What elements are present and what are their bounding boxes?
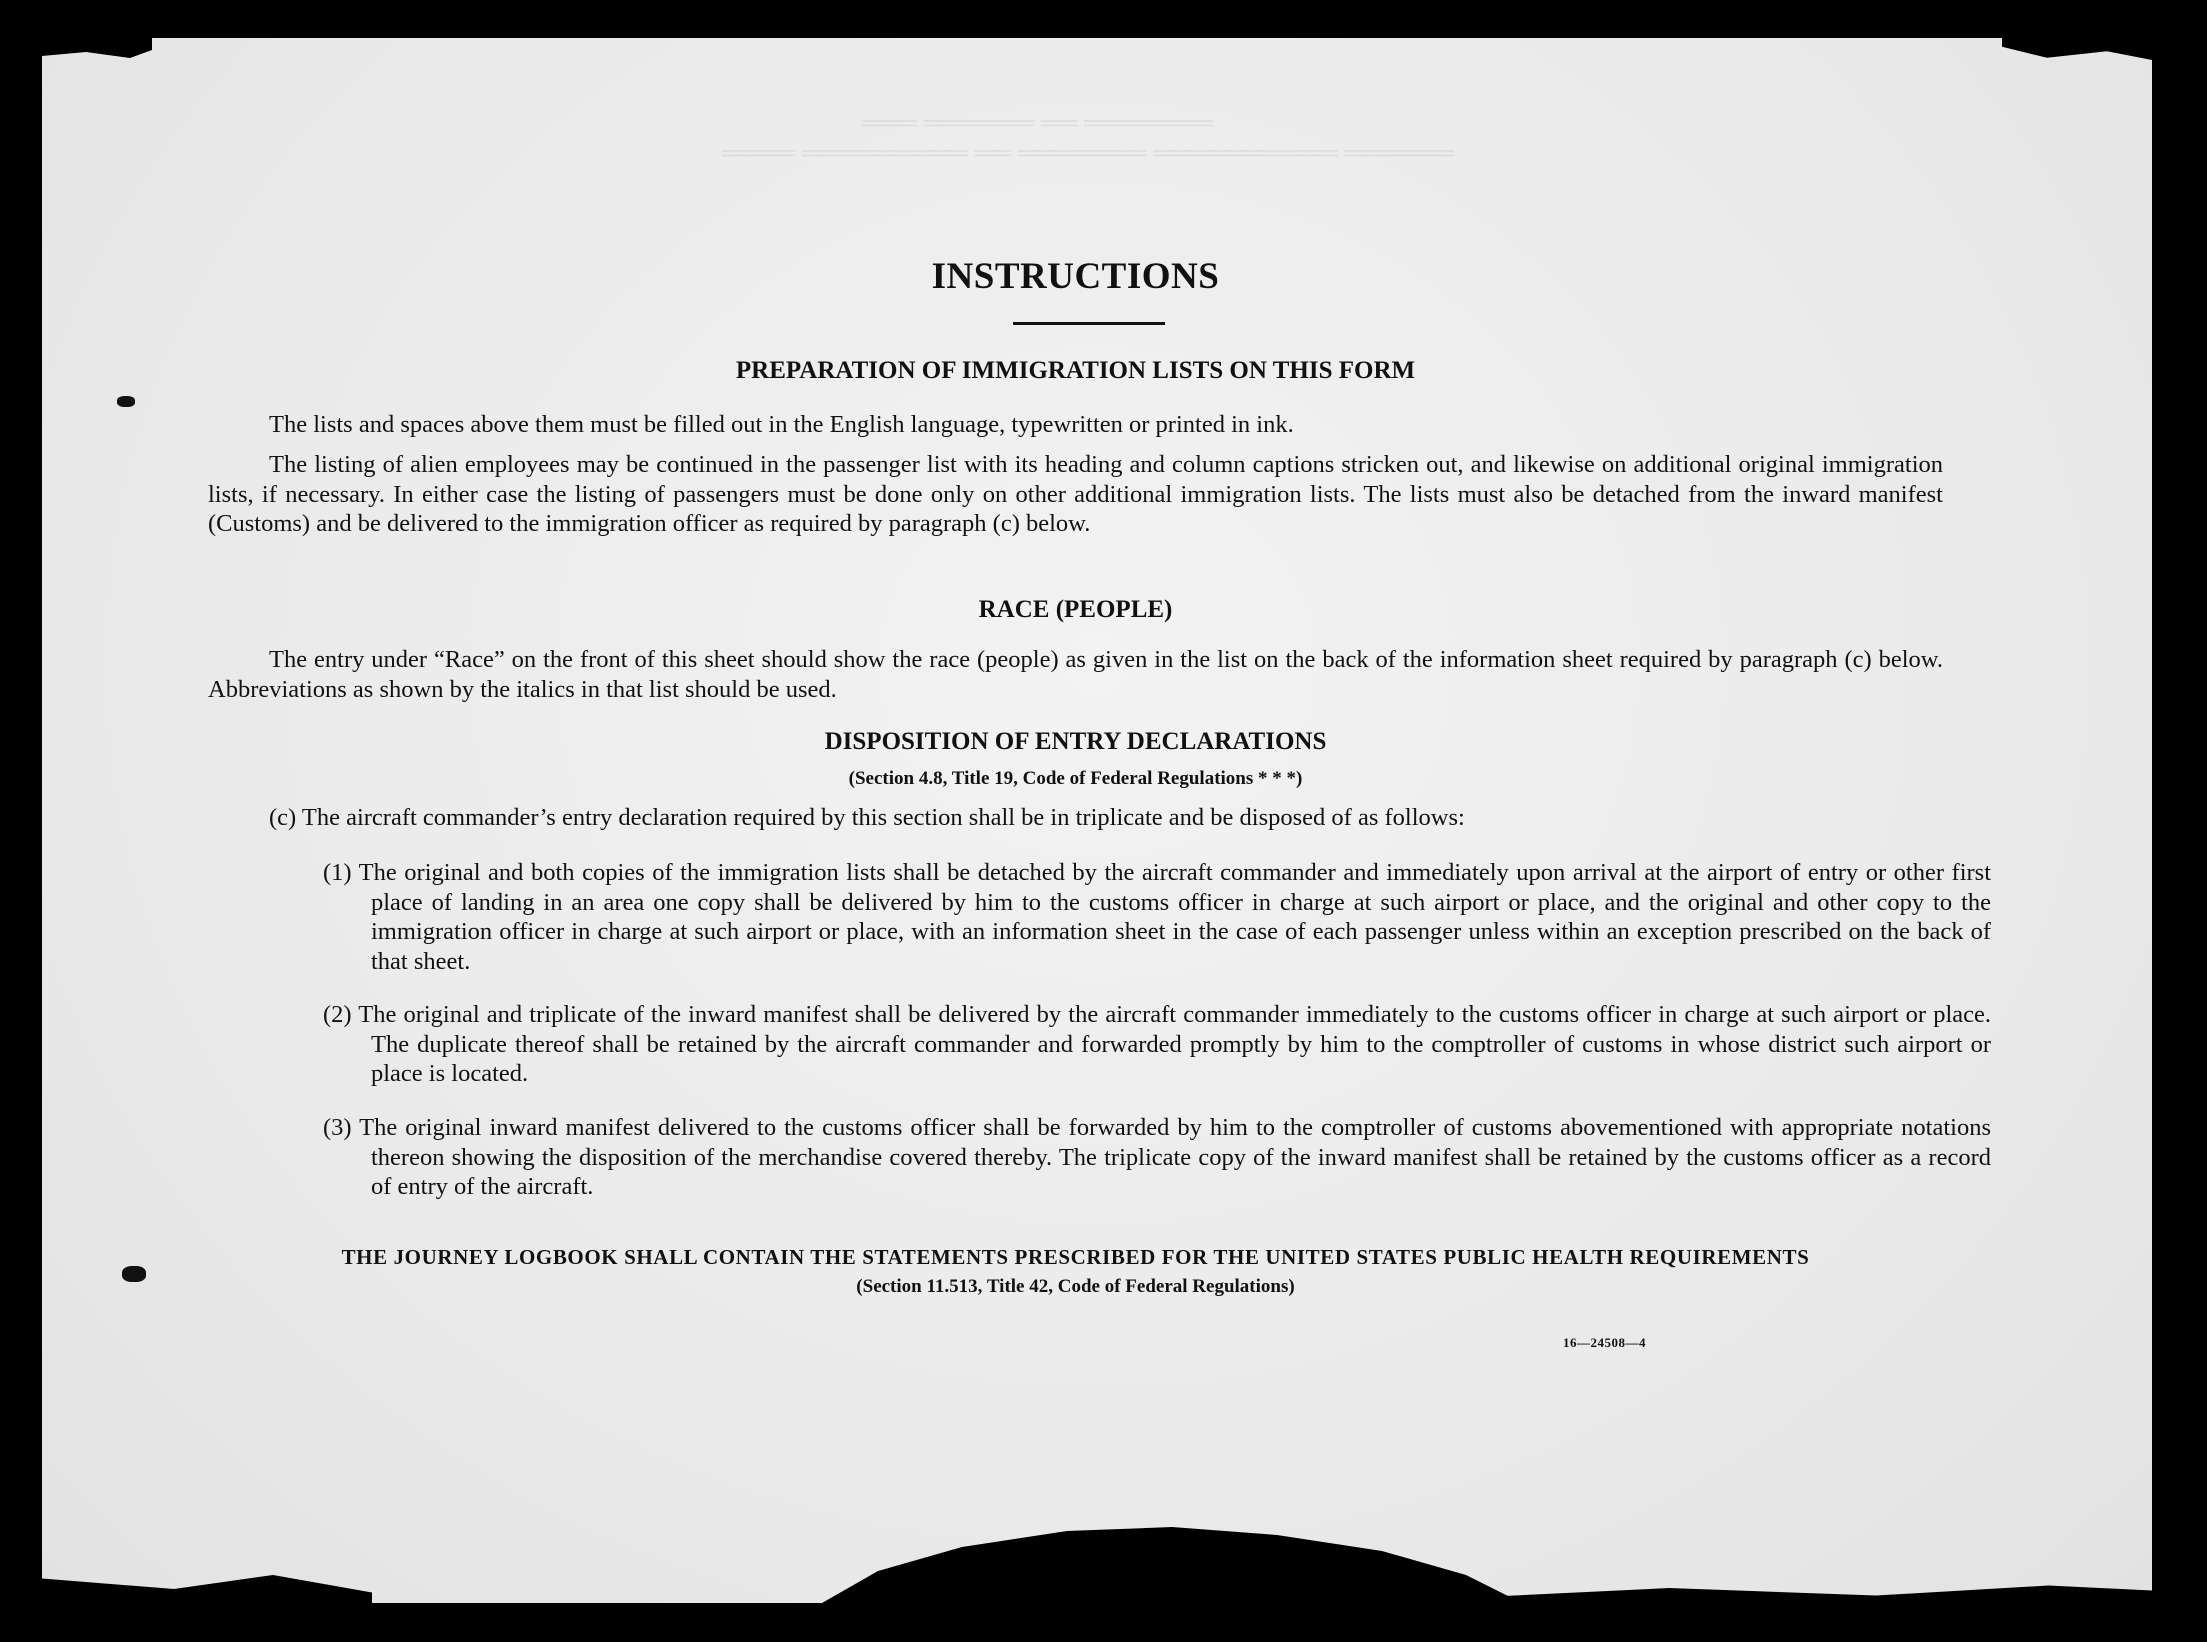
form-number: 16—24508—4 [1563, 1335, 1646, 1350]
bleed-through-text: ═══ ══════ ══ ═══════ [862, 108, 1214, 137]
paragraph-language: The lists and spaces above them must be filled out in the English language, typewritten or printed in ink. [269, 411, 1294, 438]
torn-corner-top-right [2002, 38, 2152, 60]
health-requirements-statement: THE JOURNEY LOGBOOK SHALL CONTAIN THE STATEMENTS PRESCRIBED FOR THE UNITED STATES PUBLIC HEALTH REQUIREMENTS [341, 1245, 1810, 1269]
torn-edge-bottom-right [1462, 1578, 2152, 1603]
paragraph-race: The entry under “Race” on the front of this sheet should show the race (people) as given in the list on the back of the information sheet required by paragraph (c) below. Abbreviations as shown by the italics in that list should be used. [208, 646, 1943, 703]
section-heading-disposition: DISPOSITION OF ENTRY DECLARATIONS [824, 728, 1327, 755]
torn-corner-top-left [42, 38, 152, 58]
paragraph-alien-employees: The listing of alien employees may be continued in the passenger list with its heading and column captions stricken out, and likewise on additional original immigration lists, if necessary. In either case the listing of passengers must be done only on other additional immigration lists. The lists must also be detached from the inward manifest (Customs) and be delivered to the immigration officer as required by paragraph (c) below. [208, 451, 1943, 537]
torn-edge-bottom [822, 1523, 1522, 1603]
section-heading-race: RACE (PEOPLE) [978, 596, 1173, 623]
list-item: (2) The original and triplicate of the inward manifest shall be delivered by the aircraft commander immediately to the customs officer in charge at such airport or place. The duplicate thereof shall be retained by the aircraft commander and forwarded promptly by him to the comptroller of customs in whose district such airport or place is located. [323, 1001, 1991, 1087]
torn-edge-bottom-left [42, 1568, 372, 1603]
paragraph-entry-declaration: (c) The aircraft commander’s entry declaration required by this section shall be in triplicate and be disposed of as follows: [269, 804, 1465, 831]
page-title: INSTRUCTIONS [931, 256, 1220, 297]
margin-mark-bottom [122, 1266, 146, 1282]
margin-mark-top [117, 396, 135, 407]
title-underline [1013, 322, 1165, 325]
section-heading-preparation: PREPARATION OF IMMIGRATION LISTS ON THIS FORM [735, 357, 1416, 384]
bleed-through-text: ════ ═════════ ══ ═══════ ══════════ ══════ [722, 138, 1455, 167]
regulation-citation: (Section 4.8, Title 19, Code of Federal Regulations * * *) [848, 768, 1303, 789]
list-item: (1) The original and both copies of the immigration lists shall be detached by the aircraft commander and immediately upon arrival at the airport of entry or other first place of landing in an area one copy shall be delivered by him to the customs officer in charge at such airport or place, and the original and other copy to the immigration officer in charge at such airport or place, with an information sheet in the case of each passenger unless within an exception prescribed on the back of that sheet. [323, 859, 1991, 975]
list-item: (3) The original inward manifest delivered to the customs officer shall be forwarded by him to the comptroller of customs abovementioned with appropriate notations thereon showing the disposition of the merchandise covered thereby. The triplicate copy of the inward manifest shall be retained by the customs officer as a record of entry of the aircraft. [323, 1114, 1991, 1200]
health-regulation-citation: (Section 11.513, Title 42, Code of Federal Regulations) [856, 1276, 1295, 1297]
